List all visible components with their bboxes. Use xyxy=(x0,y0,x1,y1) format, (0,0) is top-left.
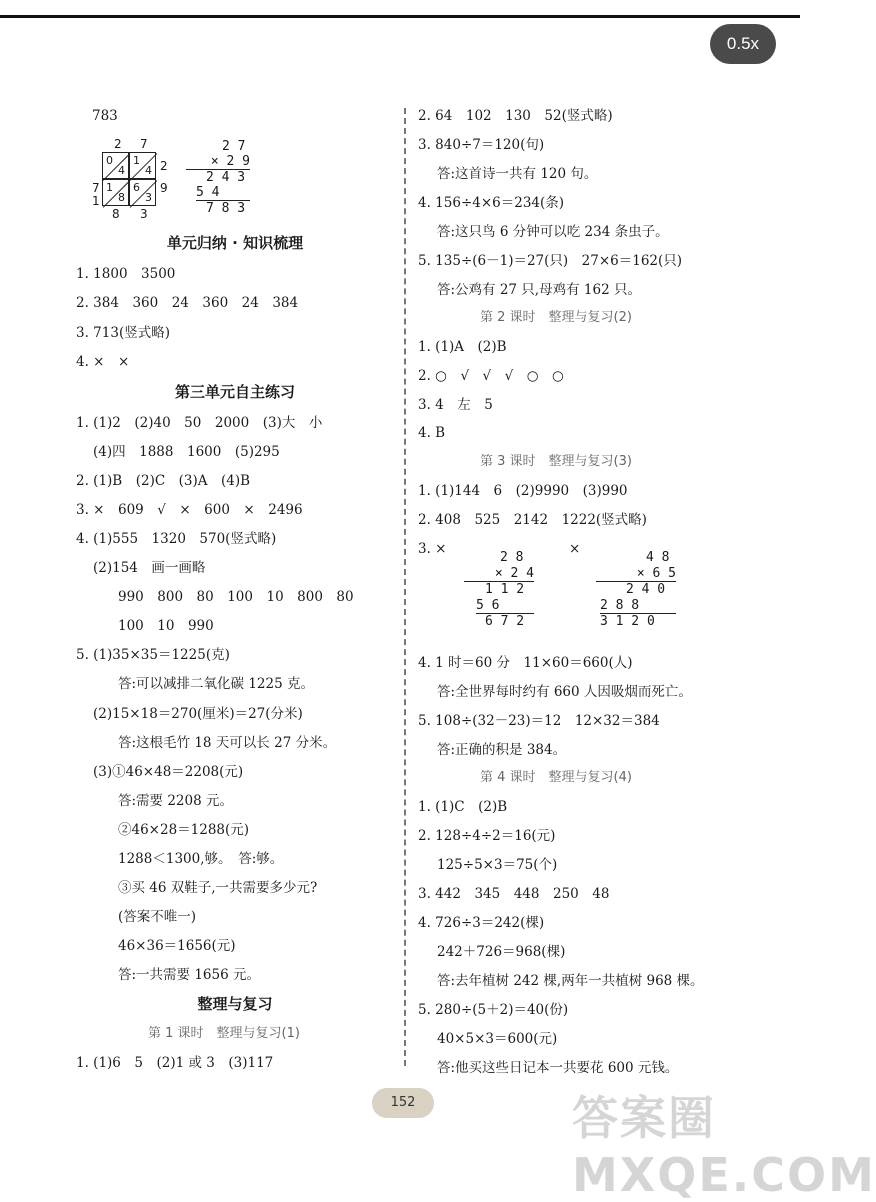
answer-line: 答:需要 2208 元。 xyxy=(118,793,233,809)
lesson-subheading: 第 4 课时 整理与复习(4) xyxy=(480,770,632,785)
vm2-multiplier: × 2 4 xyxy=(464,567,534,582)
answer-line: 2. 128÷4÷2＝16(元) xyxy=(418,828,556,844)
answer-line: (4)四 1888 1600 (5)295 xyxy=(93,444,280,460)
lattice-right-2: 9 xyxy=(160,181,168,195)
answer-line: 46×36＝1656(元) xyxy=(118,938,236,954)
answer-line: 答:全世界每时约有 660 人因吸烟而死亡。 xyxy=(437,684,692,700)
answer-line: 答:去年植树 242 棵,两年一共植树 968 棵。 xyxy=(437,973,704,989)
answer-line: 5. 135÷(6－1)＝27(只) 27×6＝162(只) xyxy=(418,253,683,269)
answer-line: 1. 1800 3500 xyxy=(76,266,176,282)
answer-line: 3. 713(竖式略) xyxy=(76,325,170,341)
lattice-top-1: 2 xyxy=(114,137,122,151)
answer-line: 4. B xyxy=(418,425,446,441)
lesson-subheading: 第 2 课时 整理与复习(2) xyxy=(480,310,632,325)
answer-line: 990 800 80 100 10 800 80 xyxy=(118,589,354,605)
answer-line: 5. 108÷(32－23)＝12 12×32＝384 xyxy=(418,713,660,729)
lesson-subheading: 第 3 课时 整理与复习(3) xyxy=(480,454,632,469)
answer-line: 答:正确的积是 384。 xyxy=(437,742,567,758)
column-divider xyxy=(404,108,406,1066)
answer-line: 5. (1)35×35＝1225(克) xyxy=(76,647,230,663)
answer-line: 答:这首诗一共有 120 句。 xyxy=(437,166,598,182)
lattice-bottom-1: 8 xyxy=(112,207,120,221)
lattice-left-1: 7 xyxy=(92,181,100,195)
zoom-level-badge[interactable]: 0.5x xyxy=(710,24,776,64)
vm2-partial-1: 1 1 2 xyxy=(485,582,525,597)
answer-line: 3. × xyxy=(418,541,447,557)
lattice-cell: 6 3 xyxy=(129,179,156,206)
answer-line: 答:公鸡有 27 只,母鸡有 162 只。 xyxy=(437,282,641,298)
answer-line: 4. (1)555 1320 570(竖式略) xyxy=(76,531,277,547)
answer-line: 1. (1)2 (2)40 50 2000 (3)大 小 xyxy=(76,415,323,431)
answer-line: (2)15×18＝270(厘米)＝27(分米) xyxy=(93,706,303,722)
lattice-top-2: 7 xyxy=(140,137,148,151)
answer-line: 125÷5×3＝75(个) xyxy=(437,857,558,873)
vm2-partial-2: 5 6 xyxy=(476,599,534,614)
vm1-partial-2: 5 4 xyxy=(196,186,250,201)
answer-line: 1. (1)144 6 (2)9990 (3)990 xyxy=(418,483,628,499)
section-heading-unit-three: 第三单元自主练习 xyxy=(174,383,295,401)
answer-line: 2. 408 525 2142 1222(竖式略) xyxy=(418,512,647,528)
lattice-bottom-2: 3 xyxy=(140,207,148,221)
vm1-result: 7 8 3 xyxy=(206,201,246,216)
lattice-cell: 1 4 xyxy=(129,152,156,179)
answer-line: 答:一共需要 1656 元。 xyxy=(118,967,260,983)
answer-line: 3. × 609 √ × 600 × 2496 xyxy=(76,502,303,518)
answer-line: 3. 442 345 448 250 48 xyxy=(418,886,610,902)
answer-line: 2. 64 102 130 52(竖式略) xyxy=(418,108,613,124)
answer-line: 答:这根毛竹 18 天可以长 27 分米。 xyxy=(118,735,337,751)
answer-line: 100 10 990 xyxy=(118,618,214,634)
answer-line: 1. (1)C (2)B xyxy=(418,799,508,815)
answer-line: 1. (1)A (2)B xyxy=(418,339,507,355)
answer-line: 2. 384 360 24 360 24 384 xyxy=(76,295,299,311)
answer-line: 答:他买这些日记本一共要花 600 元钱。 xyxy=(437,1060,679,1076)
answer-783: 783 xyxy=(92,108,118,124)
vm3-multiplier: × 6 5 xyxy=(596,567,676,582)
answer-line: 3. 840÷7＝120(句) xyxy=(418,137,545,153)
lattice-cell: 0 4 xyxy=(102,152,129,179)
answer-line: 3. 4 左 5 xyxy=(418,397,493,413)
answer-line: 4. 156÷4×6＝234(条) xyxy=(418,195,565,211)
answer-line: 1. (1)6 5 (2)1 或 3 (3)117 xyxy=(76,1055,274,1071)
answer-line: 答:可以减排二氧化碳 1225 克。 xyxy=(118,676,314,692)
answer-line: 5. 280÷(5＋2)＝40(份) xyxy=(418,1002,569,1018)
vm2-top: 2 8 xyxy=(500,550,524,565)
lesson-subheading: 第 1 课时 整理与复习(1) xyxy=(148,1026,300,1041)
vm1-top: 2 7 xyxy=(222,139,246,154)
vm1-multiplier: × 2 9 xyxy=(186,155,250,170)
lattice-right-1: 2 xyxy=(160,159,168,173)
answer-line: 4. × × xyxy=(76,354,130,370)
vm3-partial-2: 2 8 8 xyxy=(600,599,676,614)
answer-line: 2. ○ √ √ √ ○ ○ xyxy=(418,368,564,384)
answer-line: 242＋726＝968(棵) xyxy=(437,944,566,960)
top-bar xyxy=(0,0,800,18)
vm3-partial-1: 2 4 0 xyxy=(626,582,666,597)
answer-cross-mark: × xyxy=(569,541,581,557)
answer-line: (3)①46×48＝2208(元) xyxy=(93,764,244,780)
vm3-top: 4 8 xyxy=(646,550,670,565)
answer-line: 4. 726÷3＝242(棵) xyxy=(418,915,545,931)
answer-line: 1288＜1300,够。 答:够。 xyxy=(118,851,284,867)
vm1-partial-1: 2 4 3 xyxy=(206,170,246,185)
answer-line: 2. (1)B (2)C (3)A (4)B xyxy=(76,473,251,489)
lattice-grid xyxy=(102,152,156,206)
answer-line: ②46×28＝1288(元) xyxy=(118,822,250,838)
answer-line: ③买 46 双鞋子,一共需要多少元? xyxy=(118,880,318,896)
vm2-result: 6 7 2 xyxy=(485,614,525,629)
lattice-left-2: 1 xyxy=(92,194,100,208)
answer-line: 4. 1 时＝60 分 11×60＝660(人) xyxy=(418,655,633,671)
page-number: 152 xyxy=(372,1088,434,1118)
section-heading-review: 整理与复习 xyxy=(197,995,273,1013)
vm3-result: 3 1 2 0 xyxy=(600,614,655,629)
watermark: 答案圈 MXQE.COM xyxy=(572,1091,876,1202)
answer-line: 答:这只鸟 6 分钟可以吃 234 条虫子。 xyxy=(437,224,669,240)
lattice-cell: 1 8 xyxy=(102,179,129,206)
section-heading-unit-summary: 单元归纳 · 知识梳理 xyxy=(166,234,304,252)
answer-line: 40×5×3＝600(元) xyxy=(437,1031,558,1047)
answer-line: (答案不唯一) xyxy=(118,909,197,925)
answer-line: (2)154 画一画略 xyxy=(93,560,206,576)
